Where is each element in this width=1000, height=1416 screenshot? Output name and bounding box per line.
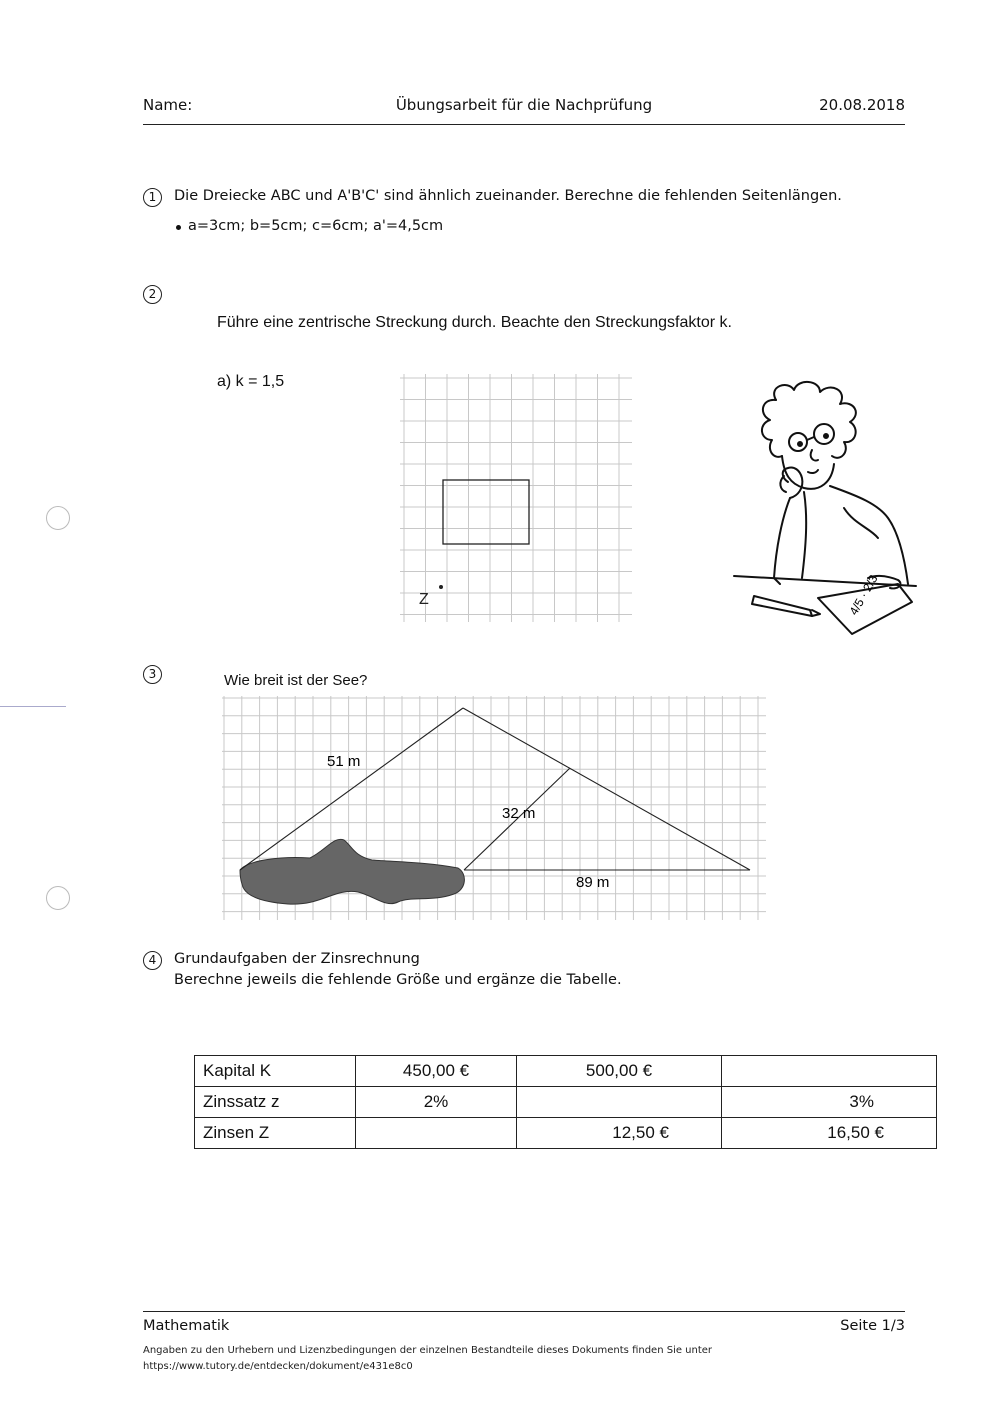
table-row [195, 1118, 937, 1149]
task-2-subtask: a) k = 1,5 [217, 373, 285, 390]
table-cell [517, 1087, 722, 1118]
lake-diagram [222, 696, 768, 922]
label-51m: 51 m [327, 753, 361, 770]
streckung-grid [400, 374, 640, 624]
table-cell: 450,00 € [356, 1056, 517, 1087]
table-cell: 16,50 € [722, 1118, 937, 1149]
table-cell: 2% [356, 1087, 517, 1118]
row-label-zinsen: Zinsen Z [195, 1118, 356, 1149]
punch-hole-bottom [46, 886, 70, 910]
interest-table [194, 1055, 937, 1149]
task-1-text: Die Dreiecke ABC und A'B'C' sind ähnlich zueinander. Berechne die fehlenden Seitenlängen. [174, 188, 842, 204]
date: 20.08.2018 [819, 96, 905, 114]
footer-rule [143, 1311, 905, 1312]
task-number-1: 1 [143, 188, 162, 207]
row-label-kapital: Kapital K [195, 1056, 356, 1087]
punch-hole-top [46, 506, 70, 530]
table-cell: 3% [722, 1087, 937, 1118]
task-number-4: 4 [143, 951, 162, 970]
table-cell: 12,50 € [517, 1118, 722, 1149]
table-cell: 500,00 € [517, 1056, 722, 1087]
table-row [195, 1056, 937, 1087]
task-4-title: Grundaufgaben der Zinsrechnung [174, 951, 420, 967]
task-number-2: 2 [143, 285, 162, 304]
triangle-side-left [240, 708, 463, 870]
task-3-title: Wie breit ist der See? [224, 672, 368, 689]
footer-page: Seite 1/3 [840, 1318, 905, 1334]
table-cell [722, 1056, 937, 1087]
name-label: Name: [143, 96, 193, 114]
rectangle-figure [443, 480, 529, 544]
paper-fraction: 4/5 · 2/3 [846, 572, 881, 618]
center-label: Z [419, 591, 429, 608]
bullet-dot [176, 225, 181, 230]
task-1-bullet: a=3cm; b=5cm; c=6cm; a'=4,5cm [188, 218, 444, 234]
page-title: Übungsarbeit für die Nachprüfung [395, 96, 653, 114]
table-row [195, 1087, 937, 1118]
footer-subject: Mathematik [143, 1318, 230, 1334]
lake-shape [240, 839, 464, 904]
footer-attribution: Angaben zu den Urhebern und Lizenzbedingungen der einzelnen Bestandteile dieses Dokuments finden Sie unter [143, 1345, 713, 1356]
footer-url: https://www.tutory.de/entdecken/dokument/e431e8c0 [143, 1361, 413, 1372]
task-4-text: Berechne jeweils die fehlende Größe und ergänze die Tabelle. [174, 972, 622, 988]
triangle-side-right [463, 708, 750, 870]
row-label-zinssatz: Zinssatz z [195, 1087, 356, 1118]
fold-mark [0, 706, 66, 707]
label-32m: 32 m [502, 805, 536, 822]
task-number-3: 3 [143, 665, 162, 684]
label-89m: 89 m [576, 874, 610, 891]
table-cell [356, 1118, 517, 1149]
thinking-boy-illustration [728, 378, 918, 640]
header-rule [143, 124, 905, 125]
center-point [439, 585, 443, 589]
task-2-instruction: Führe eine zentrische Streckung durch. Beachte den Streckungsfaktor k. [217, 314, 732, 331]
